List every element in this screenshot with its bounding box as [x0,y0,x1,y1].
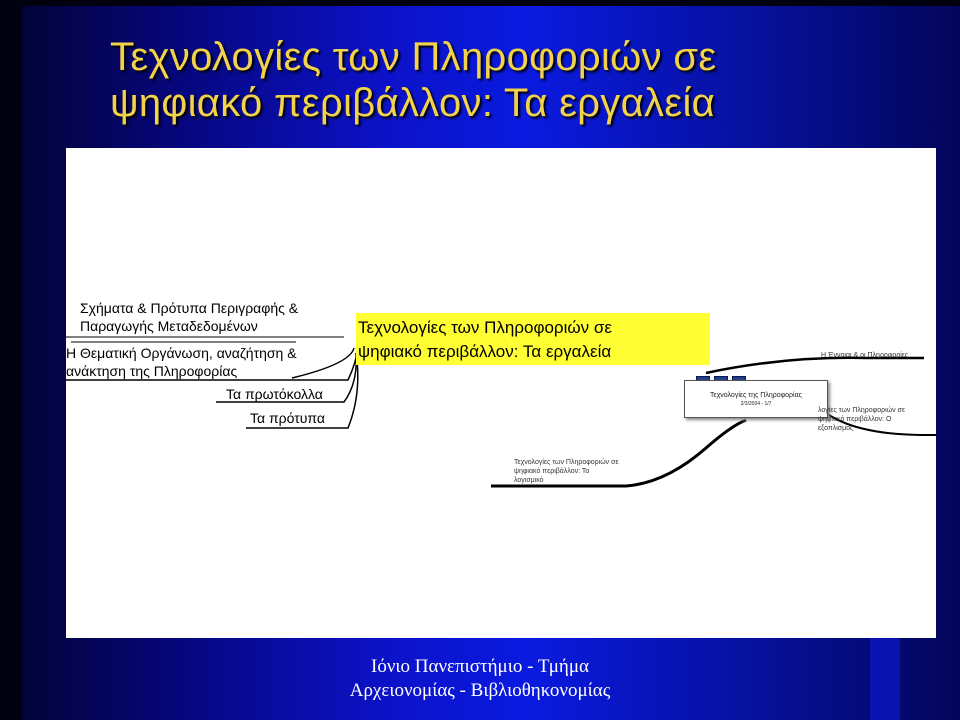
central-node-line1: Τεχνολογίες των Πληροφοριών σε [358,318,612,337]
subtopic-software-line1: Τεχνολογίες των Πληροφοριών σε [514,459,619,466]
mindmap-panel [66,148,936,638]
top-border [0,0,960,6]
footer-line1: Ιόνιο Πανεπιστήμιο - Τμήμα [371,656,589,677]
branch-metadata[interactable] [80,299,298,335]
slide-title-line2: ψηφιακό περιβάλλον: Τα εργαλεία [110,81,716,125]
central-node[interactable] [358,316,612,364]
branch-standards-label: Τα πρότυπα [250,410,325,426]
root-topic-subtitle: 2/3/2004 - 1/7 [740,401,772,407]
subtopic-top-label: Η Έννοιαι & οι Πληροφορίες [821,352,909,359]
branch-metadata-line1: Σχήματα & Πρότυπα Περιγραφής & [80,300,299,316]
slide-footer [260,655,700,703]
subtopic-software-line2: ψηφιακό περιβάλλον: Το [514,468,590,475]
subtopic-right-line3: εξοπλισμός [818,425,854,432]
root-topic-title: Τεχνολογίες της Πληροφορίας [709,392,803,399]
branch-standards[interactable] [250,410,325,426]
branch-protocols-label: Τα πρωτόκολλα [226,386,323,402]
subtopic-right-line1: λογίες των Πληροφοριών σε [818,407,906,414]
slide-title [110,34,870,126]
branch-organization-line1: Η Θεματική Οργάνωση, αναζήτηση & [66,345,297,361]
subtopic-top[interactable] [821,351,908,360]
root-topic-box[interactable] [684,380,828,418]
subtopic-software-line3: λογισμικό [514,477,544,484]
central-node-line2: ψηφιακό περιβάλλον: Τα εργαλεία [358,342,612,361]
left-border [0,0,22,720]
slide-title-line1: Τεχνολογίες των Πληροφοριών σε [110,35,717,79]
subtopic-software[interactable] [514,458,619,485]
subtopic-right-line2: ψηφιακό περιβάλλον: Ο [818,416,892,423]
branch-protocols[interactable] [226,386,323,402]
subtopic-right[interactable] [818,406,905,433]
branch-organization-line2: ανάκτηση της Πληροφορίας [66,363,238,379]
branch-metadata-line2: Παραγωγής Μεταδεδομένων [80,318,258,334]
footer-line2: Αρχειονομίας - Βιβλιοθηκονομίας [349,680,611,701]
branch-organization[interactable] [66,344,297,380]
